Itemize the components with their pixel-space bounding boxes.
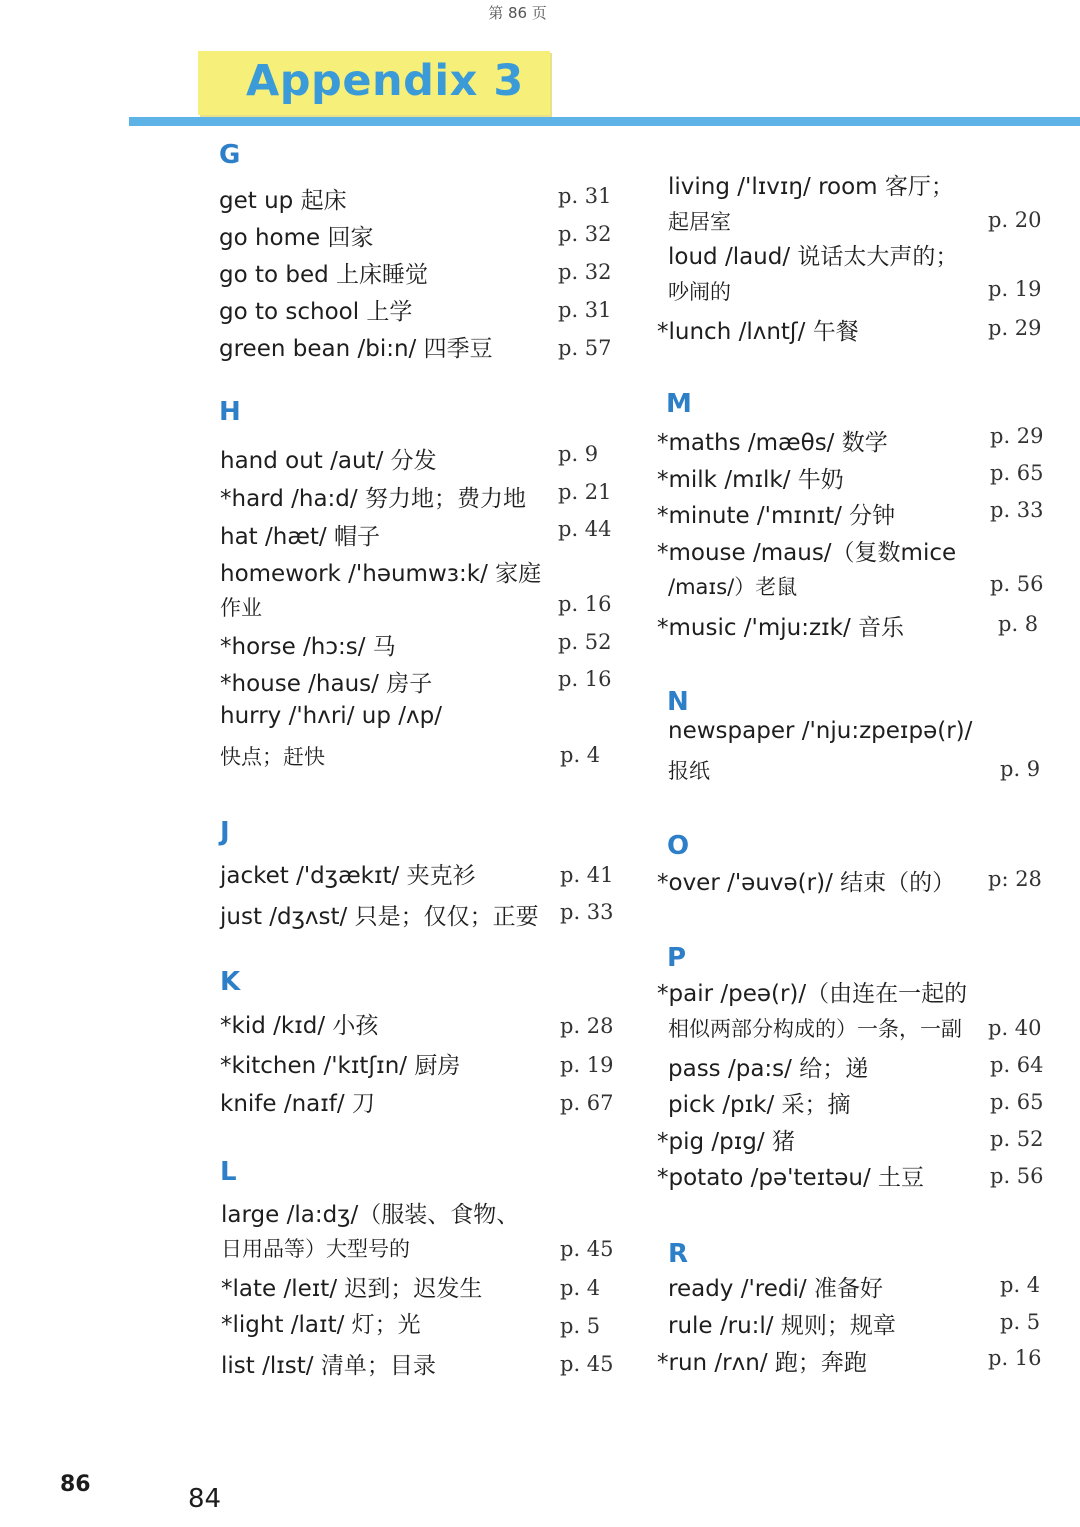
entry-page: p. 65 (990, 1090, 1044, 1114)
entry-page: p. 56 (990, 1164, 1044, 1188)
entry-page: p. 52 (558, 630, 612, 654)
entry-page: p. 45 (560, 1352, 614, 1376)
entry-text: rule /ru:l/ 规则；规章 (668, 1313, 896, 1339)
entry-page: p. 19 (560, 1053, 614, 1077)
page-title: Appendix 3 (246, 56, 524, 106)
entry-text: list /lɪst/ 清单；目录 (221, 1353, 436, 1379)
entry-page: p. 4 (560, 1276, 601, 1300)
entry-text: go to bed 上床睡觉 (219, 262, 429, 288)
entry-text: hat /hæt/ 帽子 (220, 524, 380, 550)
entry-page: p. 33 (990, 498, 1044, 522)
entry-text: *pig /pɪg/ 猪 (657, 1129, 795, 1155)
entry-page: p. 16 (558, 667, 612, 691)
entry-text: hurry /'hʌri/ up /ʌp/ (220, 703, 442, 729)
entry-text: newspaper /'nju:zpeɪpə(r)/ (668, 718, 973, 744)
title-underline (129, 117, 1080, 126)
entry-text: *late /leɪt/ 迟到；迟发生 (221, 1276, 483, 1302)
entry-text: go to school 上学 (219, 299, 413, 325)
entry-text: *maths /mæθs/ 数学 (657, 430, 888, 456)
entry-page: p. 5 (1000, 1310, 1041, 1334)
entry-page: p. 31 (558, 298, 612, 322)
entry-page: p. 21 (558, 480, 612, 504)
entry-continuation: 吵闹的 (668, 280, 731, 304)
entry-continuation: 报纸 (668, 759, 710, 783)
entry-page: p. 5 (560, 1314, 601, 1338)
entry-page: p. 29 (990, 424, 1044, 448)
entry-text: loud /laud/ 说话太大声的； (668, 244, 959, 270)
entry-text: *mouse /maus/（复数mice (657, 540, 957, 566)
entry-text: *horse /hɔ:s/ 马 (220, 634, 396, 660)
entry-text: living /'lɪvɪŋ/ room 客厅； (668, 174, 954, 200)
entry-text: jacket /'dʒækɪt/ 夹克衫 (220, 863, 476, 889)
entry-continuation: 相似两部分构成的）一条，一副 (668, 1017, 962, 1041)
entry-text: ready /'redi/ 准备好 (668, 1276, 883, 1302)
section-letter-h: H (219, 397, 241, 427)
entry-continuation: 日用品等）大型号的 (221, 1237, 410, 1261)
section-letter-l: L (220, 1157, 237, 1187)
entry-page: p. 64 (990, 1053, 1044, 1077)
entry-text: homework /'həumwɜ:k/ 家庭 (220, 561, 542, 587)
entry-page: p. 19 (988, 277, 1042, 301)
entry-page: p. 31 (558, 184, 612, 208)
entry-page: p. 67 (560, 1091, 614, 1115)
entry-page: p. 9 (558, 442, 599, 466)
entry-page: p. 4 (560, 743, 601, 767)
entry-text: *hard /ha:d/ 努力地；费力地 (220, 486, 526, 512)
entry-page: p. 65 (990, 461, 1044, 485)
section-letter-g: G (219, 140, 241, 170)
page-number-label: 第 86 页 (488, 4, 547, 22)
entry-text: *over /'əuvə(r)/ 结束（的） (657, 870, 956, 896)
entry-continuation: 作业 (220, 596, 262, 620)
entry-text: go home 回家 (219, 225, 374, 251)
entry-text: *music /'mju:zɪk/ 音乐 (657, 615, 905, 641)
entry-text: get up 起床 (219, 188, 347, 214)
entry-text: pick /pɪk/ 采；摘 (668, 1092, 851, 1118)
entry-page: p. 29 (988, 316, 1042, 340)
section-letter-j: J (220, 817, 230, 847)
section-letter-k: K (220, 967, 241, 997)
entry-continuation: /maɪs/）老鼠 (668, 575, 798, 599)
entry-page: p. 32 (558, 222, 612, 246)
entry-text: large /la:dʒ/（服装、食物、 (221, 1202, 520, 1228)
entry-text: knife /naɪf/ 刀 (220, 1091, 375, 1117)
entry-text: *minute /'mɪnɪt/ 分钟 (657, 503, 896, 529)
entry-page: p. 32 (558, 260, 612, 284)
section-letter-r: R (668, 1239, 689, 1269)
entry-text: just /dʒʌst/ 只是；仅仅；正要 (220, 904, 539, 930)
entry-page: p. 8 (998, 612, 1039, 636)
entry-text: *potato /pə'teɪtəu/ 土豆 (657, 1165, 925, 1191)
entry-page: p. 28 (560, 1014, 614, 1038)
entry-text: green bean /bi:n/ 四季豆 (219, 336, 493, 362)
entry-continuation: 起居室 (668, 210, 731, 234)
entry-page: p. 20 (988, 208, 1042, 232)
entry-page: p. 52 (990, 1127, 1044, 1151)
entry-text: pass /pa:s/ 给；递 (668, 1056, 869, 1082)
entry-page: p. 9 (1000, 757, 1041, 781)
entry-page: p. 40 (988, 1016, 1042, 1040)
entry-continuation: 快点；赶快 (220, 745, 325, 769)
entry-page: p. 41 (560, 863, 614, 887)
entry-text: *kid /kɪd/ 小孩 (220, 1013, 379, 1039)
entry-page: p. 45 (560, 1237, 614, 1261)
entry-text: *light /laɪt/ 灯；光 (221, 1312, 421, 1338)
book-page-number: 84 (188, 1484, 222, 1514)
section-letter-p: P (667, 943, 687, 973)
entry-page: p. 16 (558, 592, 612, 616)
entry-page: p. 16 (988, 1346, 1042, 1370)
section-letter-o: O (667, 831, 690, 861)
entry-page: p. 56 (990, 572, 1044, 596)
entry-page: p: 28 (988, 867, 1042, 891)
entry-text: hand out /aut/ 分发 (220, 448, 437, 474)
entry-text: *lunch /lʌntʃ/ 午餐 (657, 319, 859, 345)
section-letter-m: M (666, 389, 692, 419)
entry-text: *kitchen /'kɪtʃɪn/ 厨房 (220, 1053, 461, 1079)
section-letter-n: N (667, 687, 689, 717)
entry-text: *run /rʌn/ 跑；奔跑 (657, 1350, 867, 1376)
entry-page: p. 44 (558, 517, 612, 541)
entry-text: *pair /peə(r)/（由连在一起的 (657, 981, 968, 1007)
entry-text: *milk /mɪlk/ 牛奶 (657, 467, 844, 493)
entry-text: *house /haus/ 房子 (220, 671, 433, 697)
entry-page: p. 4 (1000, 1273, 1041, 1297)
entry-page: p. 33 (560, 900, 614, 924)
scan-page-number: 86 (60, 1472, 91, 1497)
entry-page: p. 57 (558, 336, 612, 360)
